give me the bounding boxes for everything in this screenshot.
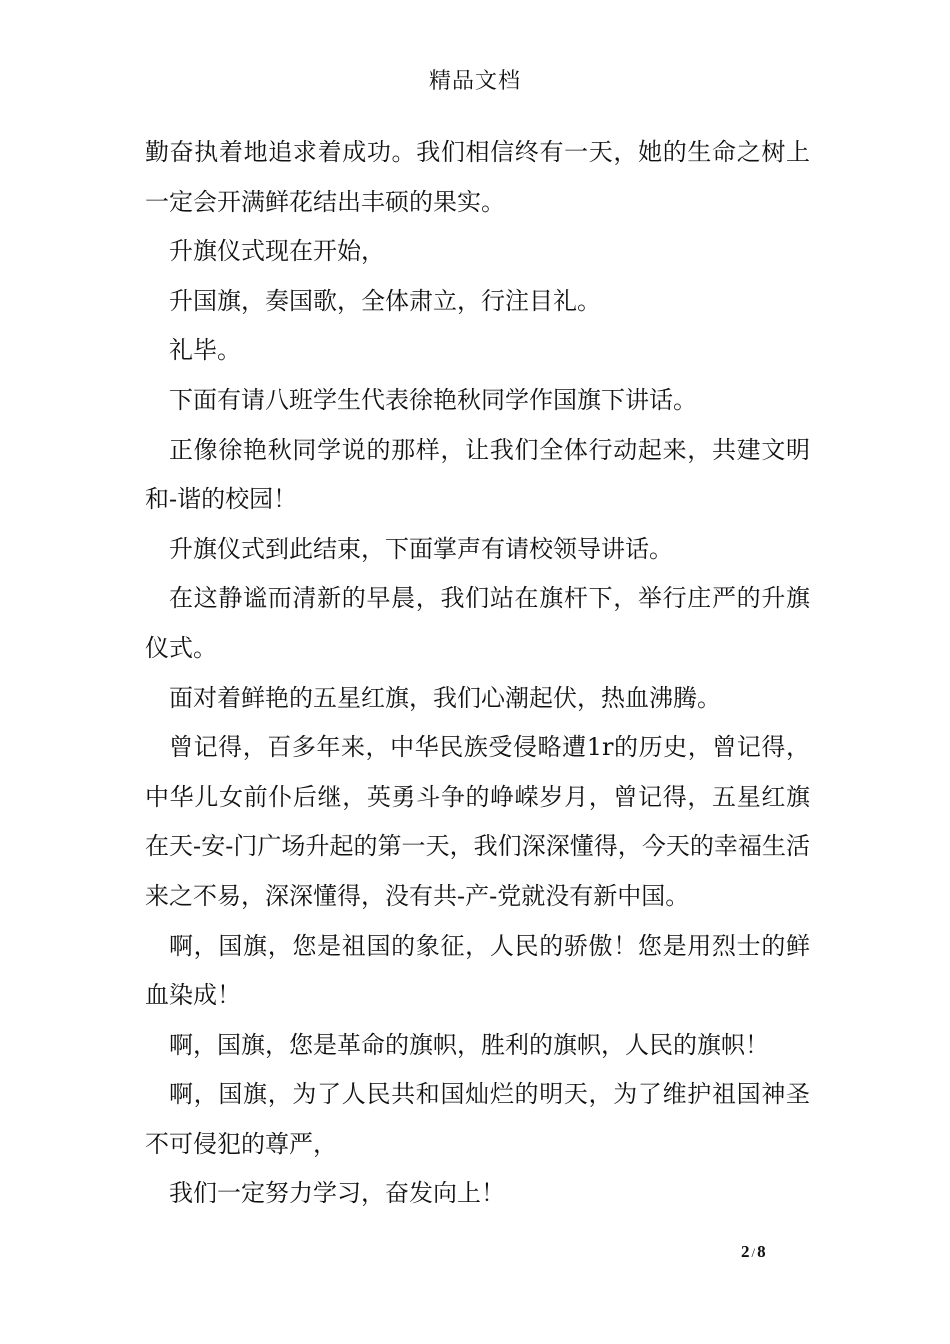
paragraph: 勤奋执着地追求着成功。我们相信终有一天，她的生命之树上一定会开满鲜花结出丰硕的果实。 [145,138,810,216]
paragraph: 啊，国旗，您是祖国的象征，人民的骄傲！您是用烈士的鲜血染成！ [145,931,810,1010]
paragraph: 我们一定努力学习，奋发向上！ [169,1179,505,1208]
paragraph: 礼毕。 [169,336,241,365]
paragraph: 正像徐艳秋同学说的那样，让我们全体行动起来，共建文明和-谐的校园！ [145,435,810,514]
paragraph: 升旗仪式现在开始， [169,237,385,266]
total-pages: 8 [757,1242,766,1261]
paragraph: 曾记得，百多年来，中华民族受侵略遭1r的历史，曾记得，中华儿女前仆后继，英勇斗争的峥嵘岁月，曾记得，五星红旗在天-安-门广场升起的第一天，我们深深懂得，今天的幸福生活来之不易，深深懂得，没有共-产-党就没有新中国。 [145,733,810,910]
paragraph: 啊，国旗，您是革命的旗帜，胜利的旗帜，人民的旗帜！ [169,1030,769,1059]
paragraph: 升国旗，奏国歌，全体肃立，行注目礼。 [169,286,601,315]
current-page: 2 [741,1242,750,1261]
page-number [741,1242,766,1262]
paragraph: 下面有请八班学生代表徐艳秋同学作国旗下讲话。 [169,385,697,414]
page-header: 精品文档 [428,69,521,94]
paragraph: 面对着鲜艳的五星红旗，我们心潮起伏，热血沸腾。 [169,683,721,712]
page-separator: / [751,1245,756,1260]
paragraph: 升旗仪式到此结束，下面掌声有请校领导讲话。 [169,534,673,563]
document-body [145,128,810,1219]
paragraph: 在这静谧而清新的早晨，我们站在旗杆下，举行庄严的升旗仪式。 [145,584,810,662]
paragraph: 啊，国旗，为了人民共和国灿烂的明天，为了维护祖国神圣不可侵犯的尊严， [145,1080,810,1158]
